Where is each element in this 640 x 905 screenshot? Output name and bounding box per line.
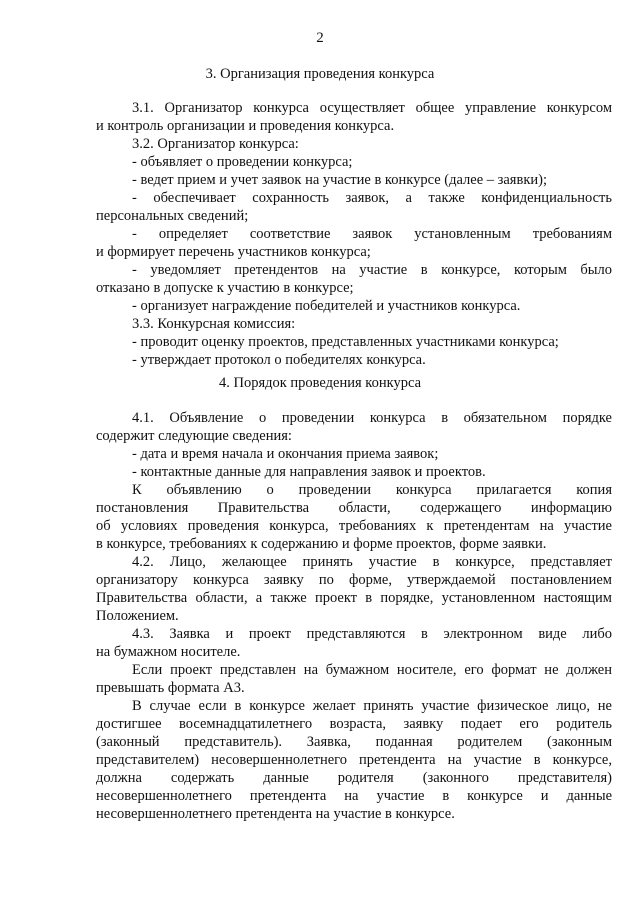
paragraph-line: достигшее восемнадцатилетнего возраста, заявку подает его родитель [96,716,612,732]
paragraph-line: К объявлению о проведении конкурса прилагается копия [132,482,612,498]
paragraph-line: 3.1. Организатор конкурса осуществляет общее управление конкурсом [132,100,612,116]
list-item: - обеспечивает сохранность заявок, а также конфиденциальность [132,190,612,206]
list-item: - объявляет о проведении конкурса; [132,154,353,170]
paragraph-line: превышать формата А3. [96,680,245,696]
paragraph-line: отказано в допуске к участию в конкурсе; [96,280,354,296]
list-item: - определяет соответствие заявок установленным требованиям [132,226,612,242]
list-item: - проводит оценку проектов, представленных участниками конкурса; [132,334,559,350]
paragraph-line: организатору конкурса заявку по форме, утверждаемой постановлением [96,572,612,588]
paragraph-line: постановления Правительства области, содержащего информацию [96,500,612,516]
list-item: - контактные данные для направления заявок и проектов. [132,464,486,480]
paragraph-line: должна содержать данные родителя (законного представителя) [96,770,612,786]
list-item: - организует награждение победителей и участников конкурса. [132,298,521,314]
paragraph-line: 4.2. Лицо, желающее принять участие в конкурсе, представляет [132,554,612,570]
paragraph-line: и контроль организации и проведения конкурса. [96,118,395,134]
paragraph-line: Положением. [96,608,179,624]
list-item: - ведет прием и учет заявок на участие в конкурсе (далее – заявки); [132,172,547,188]
paragraph-line: представителем) несовершеннолетнего претендента на участие в конкурсе, [96,752,612,768]
paragraph-line: персональных сведений; [96,208,249,224]
paragraph-line: несовершеннолетнего претендента на участие в конкурсе. [96,806,455,822]
paragraph-line: в конкурсе, требованиях к содержанию и форме проектов, форме заявки. [96,536,547,552]
list-item: - дата и время начала и окончания приема заявок; [132,446,439,462]
section-3-heading: 3. Организация проведения конкурса [205,66,435,82]
paragraph-line: (законный представитель). Заявка, поданная родителем (законным [96,734,612,750]
page-number: 2 [316,30,324,46]
paragraph-line: В случае если в конкурсе желает принять участие физическое лицо, не [132,698,612,714]
paragraph-line: и формирует перечень участников конкурса; [96,244,371,260]
paragraph-line: 4.3. Заявка и проект представляются в электронном виде либо [132,626,612,642]
paragraph-line: Правительства области, а также проект в порядке, установленном настоящим [96,590,612,606]
list-item: - утверждает протокол о победителях конкурса. [132,352,426,368]
paragraph-line: Если проект представлен на бумажном носителе, его формат не должен [132,662,612,678]
list-item: - уведомляет претендентов на участие в конкурсе, которым было [132,262,612,278]
paragraph-line: об условиях проведения конкурса, требованиях к претендентам на участие [96,518,612,534]
paragraph-line: содержит следующие сведения: [96,428,292,444]
paragraph-line: 3.2. Организатор конкурса: [132,136,299,152]
paragraph-line: 4.1. Объявление о проведении конкурса в обязательном порядке [132,410,612,426]
paragraph-line: на бумажном носителе. [96,644,241,660]
paragraph-line: несовершеннолетнего претендента на участие в конкурсе и данные [96,788,612,804]
section-4-heading: 4. Порядок проведения конкурса [218,375,422,391]
paragraph-line: 3.3. Конкурсная комиссия: [132,316,296,332]
